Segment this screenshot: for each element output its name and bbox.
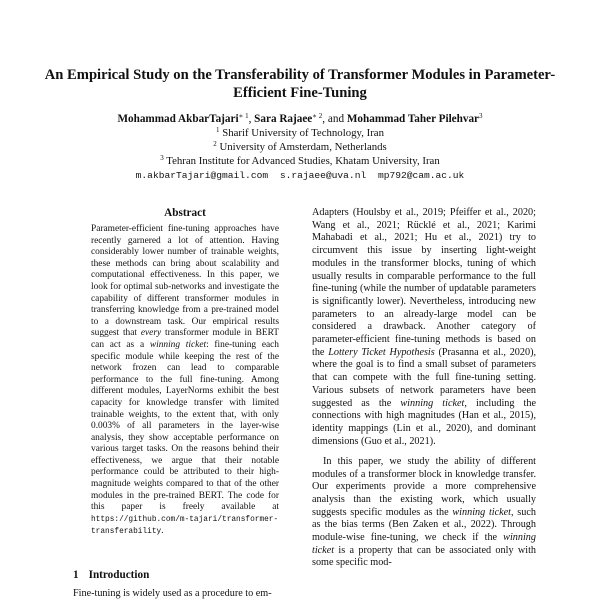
author-superscript: 3 (479, 112, 483, 120)
section-heading (73, 569, 149, 581)
affiliation-superscript: 2 (213, 140, 217, 148)
affiliation (40, 126, 560, 140)
abstract-text: . (161, 526, 164, 537)
affiliation-text: Sharif University of Technology, Iran (222, 127, 384, 139)
author-superscript: ∗ 2 (312, 112, 323, 120)
body-text: , such as the bias terms (Ben Zaken et al., 2022). Through module-wise fine-tuning, we check if the (312, 506, 536, 544)
abstract-emphasis: winning ticket (149, 339, 207, 350)
author-name: Mohammad Taher Pilehvar (346, 113, 480, 125)
body-text: is a property that can be associated only with some specific mod- (312, 544, 536, 569)
section-number: 1 (73, 569, 79, 581)
section-title: Introduction (88, 569, 150, 581)
abstract-body (91, 224, 279, 539)
affiliation-superscript: 1 (216, 126, 220, 134)
author-name: Sara Rajaee (254, 113, 313, 125)
paper-title: An Empirical Study on the Transferability of Transformer Modules in Parameter-Efficient Fine-Tuning (44, 67, 556, 101)
author-separator: , and (322, 113, 347, 125)
author-emails: m.akbarTajari@gmail.com s.rajaee@uva.nl mp792@cam.ac.uk (135, 170, 465, 181)
body-paragraph (312, 207, 536, 448)
author-separator: , (248, 113, 255, 125)
body-emphasis: winning ticket (400, 397, 465, 409)
affiliation-text: University of Amsterdam, Netherlands (219, 141, 387, 153)
body-text: In this paper, we study the ability of different modules of a transformer block in knowledge transfer. Our experiments provide a more comprehensive analysis than the existing work, which usually suggests specific modules as the (312, 455, 536, 518)
abstract-emphasis: every (140, 328, 162, 339)
body-emphasis: winning ticket (452, 506, 512, 518)
body-text: Adapters (Houlsby et al., 2019; Pfeiffer et al., 2020; Wang et al., 2021; Rücklé et al., 2021; Karimi Mahabadi et al., 2021; Hu et al., 2021) try to circumvent this issue by inserting light-weight modules in the transformer blocks, tuning of which usually results in comparable performance to the full fine-tuning (while the number of updatable parameters is significantly lower). Nevertheless, introducing new parameters to an already-large model can be considered a drawback. Another category of parameter-efficient fine-tuning methods is based on the (312, 207, 536, 358)
author-list (40, 111, 560, 127)
affiliation (40, 154, 560, 168)
affiliation (40, 140, 560, 154)
affiliation-superscript: 3 (160, 154, 164, 162)
body-text: (Prasanna et al., 2020), where the goal is to find a small subset of parameters that can compete with the full fine-tuning setting. Various subsets of network parameters have been suggested as the (312, 346, 537, 409)
intro-text: Fine-tuning is widely used as a procedure to em- (73, 588, 272, 599)
body-emphasis: Lottery Ticket Hypothesis (328, 346, 435, 358)
affiliation-text: Tehran Institute for Advanced Studies, Khatam University, Iran (166, 155, 440, 167)
body-paragraph (312, 456, 536, 570)
body-text: , including the connections with high magnitudes (Han et al., 2015), identity mappings (Lin et al., 2020), and dominant dimensions (Guo et al., 2021). (312, 397, 537, 447)
code-url-link[interactable]: https://github.com/m-tajari/transformer-transferability (91, 515, 279, 537)
abstract-heading: Abstract (164, 207, 206, 219)
abstract-text: Parameter-efficient fine-tuning approaches have recently garnered a lot of attention. Having considerably lower number of trainable weights, these methods can bring about scalability and computational effectiveness. In this paper, we look for optimal sub-networks and investigate the capability of different transformer modules in transferring knowledge from a pre-trained model to a downstream task. Our empirical results suggest that (91, 224, 279, 339)
abstract-text: transformer module in BERT can act as a (91, 328, 279, 350)
body-emphasis: winning ticket (312, 532, 536, 556)
author-superscript: ∗ 1 (238, 112, 249, 120)
abstract-text: : fine-tuning each specific module while keeping the rest of the network frozen can lead to comparable performance to the full fine-tuning. Among different modules, LayerNorms exhibit the best capacity for knowledge transfer with limited trainable weights, to the extent that, with only 0.003% of all parameters in the layer-wise analysis, they show acceptable performance on various target tasks. On the reasons behind their effectiveness, we argue that their notable performance could be attributed to their high-magnitude weights compared to that of the other modules in the pre-trained BERT. The code for this paper is freely available at (91, 339, 279, 513)
right-column (312, 207, 536, 570)
author-name: Mohammad AkbarTajari (117, 113, 239, 125)
